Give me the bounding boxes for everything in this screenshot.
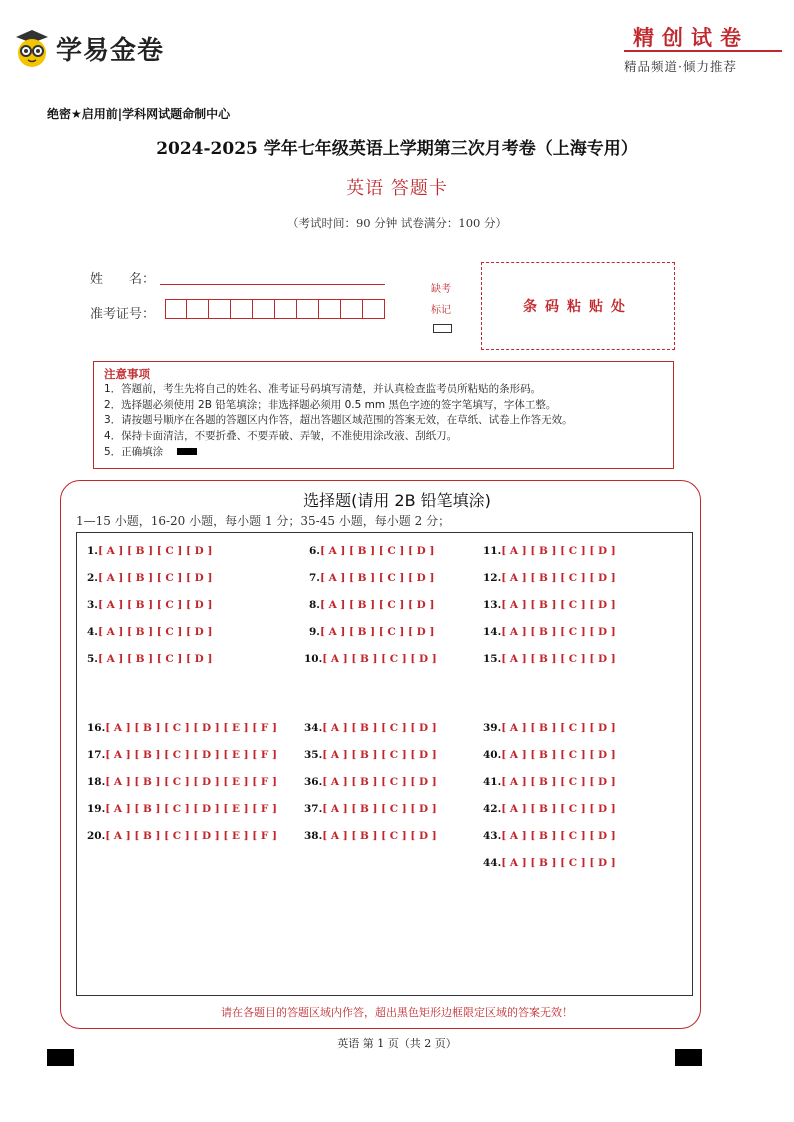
question-row[interactable]: 8.[ A ] [ B ] [ C ] [ D ]	[309, 599, 435, 611]
id-digit-box[interactable]	[363, 299, 385, 319]
name-label: 姓 名：	[90, 272, 156, 287]
question-row[interactable]: 38.[ A ] [ B ] [ C ] [ D ]	[304, 830, 437, 842]
notice-item: 1．答题前，考生先将自己的姓名、准考证号码填写清楚，并认真检查监考员所粘贴的条形码。	[104, 383, 542, 395]
question-row[interactable]: 43.[ A ] [ B ] [ C ] [ D ]	[483, 830, 616, 842]
question-row[interactable]: 35.[ A ] [ B ] [ C ] [ D ]	[304, 749, 437, 761]
name-field[interactable]	[160, 284, 385, 285]
notice-item-fill	[104, 445, 663, 461]
question-row[interactable]: 37.[ A ] [ B ] [ C ] [ D ]	[304, 803, 437, 815]
notice-item: 4．保持卡面清洁，不要折叠、不要弄破、弄皱，不准使用涂改液、刮纸刀。	[104, 430, 458, 443]
question-row[interactable]: 17.[ A ] [ B ] [ C ] [ D ] [ E ] [ F ]	[87, 749, 277, 761]
question-row[interactable]: 5.[ A ] [ B ] [ C ] [ D ]	[87, 653, 213, 665]
exam-title: 2024-2025 学年七年级英语上学期第三次月考卷（上海专用）	[156, 139, 638, 159]
question-row[interactable]: 3.[ A ] [ B ] [ C ] [ D ]	[87, 599, 213, 611]
question-row[interactable]: 6.[ A ] [ B ] [ C ] [ D ]	[309, 545, 435, 557]
barcode-label: 条码粘贴处	[523, 299, 633, 315]
absent-label-2: 标记	[431, 305, 451, 316]
exam-subtitle: 英语 答题卡	[346, 178, 448, 199]
question-row[interactable]: 1.[ A ] [ B ] [ C ] [ D ]	[87, 545, 213, 557]
notice-item: 3．请按题号顺序在各题的答题区内作答，超出答题区域范围的答案无效，在草纸、试卷上作答无效。	[104, 414, 573, 427]
brand-subtitle: 精品频道·倾力推荐	[624, 59, 737, 74]
brand-title: 精创试卷	[633, 25, 749, 50]
question-row[interactable]: 18.[ A ] [ B ] [ C ] [ D ] [ E ] [ F ]	[87, 776, 277, 788]
brand-divider	[624, 50, 782, 52]
question-row[interactable]: 10.[ A ] [ B ] [ C ] [ D ]	[304, 653, 437, 665]
notice-item: 2．选择题必须使用 2B 铅笔填涂；非选择题必须用 0.5 mm 黑色字迹的签字笔填写，字体工整。	[104, 398, 557, 411]
id-digit-box[interactable]	[253, 299, 275, 319]
question-row[interactable]: 16.[ A ] [ B ] [ C ] [ D ] [ E ] [ F ]	[87, 722, 277, 734]
fill-example-mark	[177, 448, 197, 455]
question-row[interactable]: 2.[ A ] [ B ] [ C ] [ D ]	[87, 572, 213, 584]
question-row[interactable]: 13.[ A ] [ B ] [ C ] [ D ]	[483, 599, 616, 611]
logo-text: 学易金卷	[56, 36, 165, 66]
registration-mark-right	[675, 1049, 702, 1066]
id-label: 准考证号：	[90, 307, 156, 322]
question-row[interactable]: 20.[ A ] [ B ] [ C ] [ D ] [ E ] [ F ]	[87, 830, 277, 842]
absent-mark-box[interactable]	[433, 324, 452, 333]
choice-title: 选择题(请用 2B 铅笔填涂)	[303, 491, 491, 510]
barcode-area	[481, 262, 675, 350]
question-row[interactable]: 19.[ A ] [ B ] [ C ] [ D ] [ E ] [ F ]	[87, 803, 277, 815]
page-footer: 英语 第 1 页（共 2 页）	[337, 1037, 457, 1050]
question-row[interactable]: 15.[ A ] [ B ] [ C ] [ D ]	[483, 653, 616, 665]
answer-area-warning: 请在各题目的答题区域内作答，超出黑色矩形边框限定区域的答案无效！	[221, 1006, 573, 1019]
id-digit-box[interactable]	[209, 299, 231, 319]
secret-line: 绝密★启用前|学科网试题命制中心	[47, 107, 231, 121]
id-digit-box[interactable]	[341, 299, 363, 319]
logo	[12, 26, 202, 70]
id-digit-box[interactable]	[275, 299, 297, 319]
question-row[interactable]: 36.[ A ] [ B ] [ C ] [ D ]	[304, 776, 437, 788]
question-row[interactable]: 12.[ A ] [ B ] [ C ] [ D ]	[483, 572, 616, 584]
question-row[interactable]: 4.[ A ] [ B ] [ C ] [ D ]	[87, 626, 213, 638]
id-boxes[interactable]	[165, 299, 385, 319]
id-digit-box[interactable]	[231, 299, 253, 319]
id-digit-box[interactable]	[165, 299, 187, 319]
question-row[interactable]: 41.[ A ] [ B ] [ C ] [ D ]	[483, 776, 616, 788]
absent-label-1: 缺考	[431, 284, 451, 295]
question-row[interactable]: 44.[ A ] [ B ] [ C ] [ D ]	[483, 857, 616, 869]
question-row[interactable]: 9.[ A ] [ B ] [ C ] [ D ]	[309, 626, 435, 638]
id-digit-box[interactable]	[297, 299, 319, 319]
question-row[interactable]: 34.[ A ] [ B ] [ C ] [ D ]	[304, 722, 437, 734]
choice-note: 1—15 小题，16-20 小题，每小题 1 分；35-45 小题，每小题 2 分；	[76, 514, 451, 528]
exam-meta: （考试时间：90 分钟 试卷满分：100 分）	[286, 216, 508, 230]
registration-mark-left	[47, 1049, 74, 1066]
question-row[interactable]: 7.[ A ] [ B ] [ C ] [ D ]	[309, 572, 435, 584]
question-row[interactable]: 14.[ A ] [ B ] [ C ] [ D ]	[483, 626, 616, 638]
id-digit-box[interactable]	[187, 299, 209, 319]
question-row[interactable]: 40.[ A ] [ B ] [ C ] [ D ]	[483, 749, 616, 761]
owl-mascot-icon	[12, 28, 52, 68]
question-row[interactable]: 42.[ A ] [ B ] [ C ] [ D ]	[483, 803, 616, 815]
question-row[interactable]: 11.[ A ] [ B ] [ C ] [ D ]	[483, 545, 616, 557]
notice-box	[93, 361, 674, 469]
fill-example-label: 5．正确填涂	[104, 445, 164, 458]
id-digit-box[interactable]	[319, 299, 341, 319]
question-row[interactable]: 39.[ A ] [ B ] [ C ] [ D ]	[483, 722, 616, 734]
notice-title: 注意事项	[104, 367, 150, 381]
